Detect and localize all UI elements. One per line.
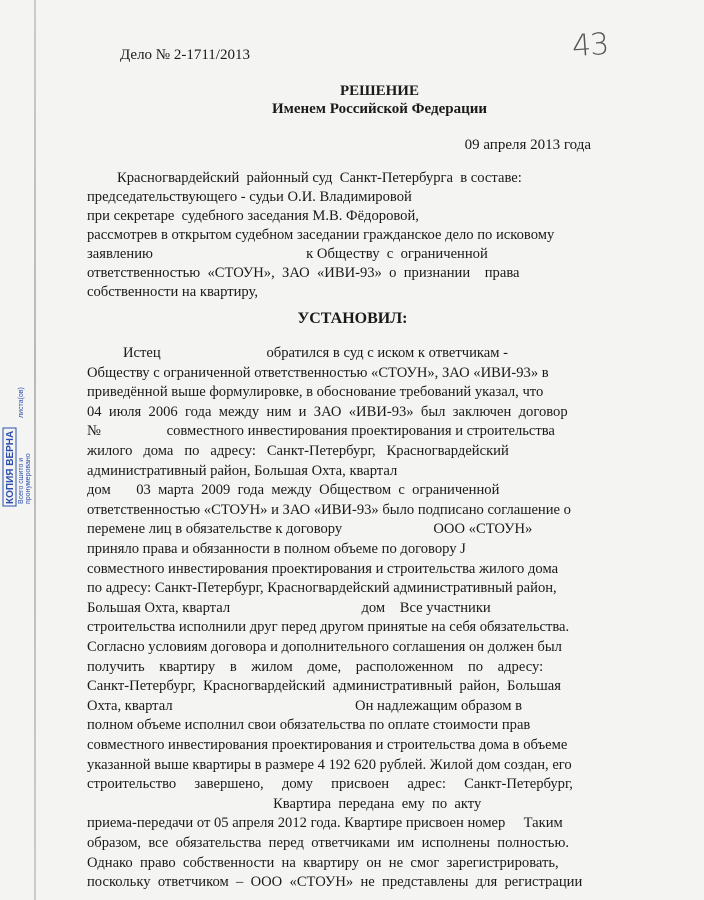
document-title: РЕШЕНИЕ [340, 83, 419, 99]
handwritten-page-number: 43 [570, 26, 610, 65]
body-line: Однако право собственности на квартиру он не смог зарегистрировать, [87, 854, 559, 871]
body-line: строительства исполнили друг перед другом принятые на себя обязательства. [87, 619, 570, 636]
body-line: жилого дома по адресу: Санкт-Петербург, Красногвардейский [87, 443, 509, 459]
body-line: № совместного инвестирования проектирования и строительства [87, 423, 555, 440]
intro-line: при секретаре судебного заседания М.В. Фёдоровой, [87, 208, 419, 224]
body-line: Санкт-Петербург, Красногвардейский административный район, Большая [87, 678, 561, 695]
body-line: совместного инвестирования проектирования и строительства дома в объеме [87, 737, 568, 753]
intro-line: рассмотрев в открытом судебном заседании гражданское дело по исковому [87, 227, 555, 243]
body-line: получить квартиру в жилом доме, расположенном по адресу: [87, 658, 544, 675]
intro-line: председательствующего - судьи О.И. Владимировой [87, 189, 412, 205]
body-line: Охта, квартал Он надлежащим образом в [87, 697, 522, 714]
body-line: перемене лиц в обязательстве к договору ООО «СТОУН» [87, 521, 533, 538]
case-number: Дело № 2-1711/2013 [120, 47, 250, 63]
stamp-main-text: КОПИЯ ВЕРНА [5, 430, 16, 504]
decision-date: 09 апреля 2013 года [464, 137, 591, 153]
intro-line: Красногвардейский районный суд Санкт-Петербурга в составе: [117, 170, 522, 186]
body-line: приняло права и обязанности в полном объеме по договору J [87, 541, 466, 557]
body-line: приема-передачи от 05 апреля 2012 года. Квартире присвоен номер Таким [87, 815, 563, 832]
section-heading: УСТАНОВИЛ: [297, 310, 408, 327]
stamp-sub-text: Всего сшито и [18, 457, 25, 504]
intro-line: ответственностью «СТОУН», ЗАО «ИВИ-93» о признании права [87, 265, 520, 281]
document-subtitle: Именем Российской Федерации [271, 101, 488, 117]
body-line: строительство завершено, дому присвоен адрес: Санкт-Петербург, [87, 776, 573, 793]
body-line: Истец обратился в суд с иском к ответчикам - [123, 345, 508, 361]
stamp-sub-text: листа(ов) [18, 387, 25, 418]
body-line: административный район, Большая Охта, квартал [87, 462, 398, 479]
body-line: Согласно условиям договора и дополнительного соглашения он должен был [87, 639, 562, 655]
body-line: полном объеме исполнил свои обязательства по оплате стоимости прав [87, 717, 531, 734]
body-line: Обществу с ограниченной ответственностью «СТОУН», ЗАО «ИВИ-93» в [87, 364, 549, 381]
certified-copy-stamp [2, 348, 32, 508]
body-line: дом 03 марта 2009 года между Обществом с ограниченной [87, 482, 500, 499]
body-line: по адресу: Санкт-Петербург, Красногвардейский административный район, [87, 580, 557, 597]
intro-line: заявлению к Обществу с ограниченной [87, 246, 488, 262]
binding-line [34, 0, 36, 900]
body-line: приведённой выше формулировке, в обоснование требований указал, что [87, 384, 544, 401]
body-line: ответственностью «СТОУН» и ЗАО «ИВИ-93» было подписано соглашение о [87, 501, 571, 518]
body-line: совместного инвестирования проектирования и строительства жилого дома [87, 560, 559, 577]
body-line: Квартира передана ему по акту [87, 795, 482, 812]
body-line: Большая Охта, квартал дом Все участники [87, 599, 491, 616]
intro-line: собственности на квартиру, [87, 284, 259, 300]
body-line: поскольку ответчиком – ООО «СТОУН» не представлены для регистрации [87, 874, 583, 891]
body-line: образом, все обязательства перед ответчиками им исполнены полностью. [87, 835, 569, 851]
body-line: 04 июля 2006 года между ним и ЗАО «ИВИ-93» был заключен договор [87, 403, 568, 420]
stamp-sub-text: пронумеровано [25, 453, 32, 504]
body-line: указанной выше квартиры в размере 4 192 620 рублей. Жилой дом создан, его [87, 756, 572, 773]
